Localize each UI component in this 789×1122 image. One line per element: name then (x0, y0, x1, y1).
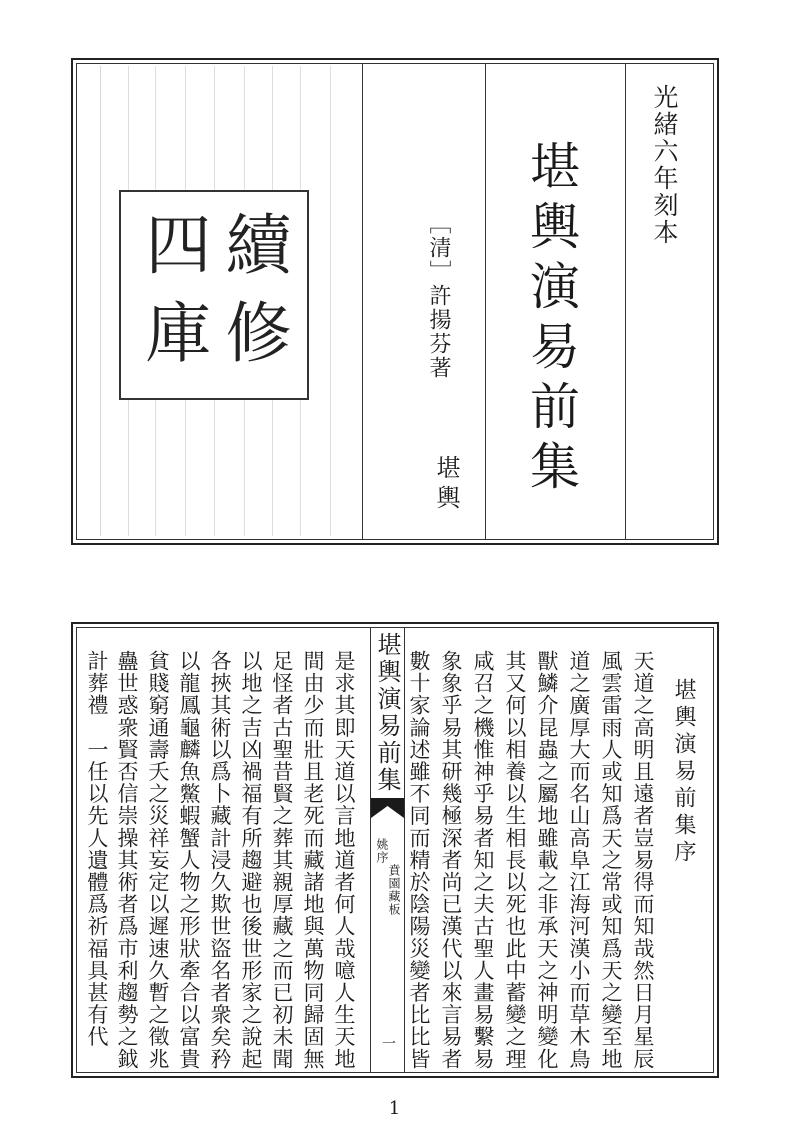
title-divider (362, 63, 363, 540)
seal-text-left: 四庫 (134, 210, 211, 386)
preface-line: 其又何以相養以生相長以死也此中蓄變之理 (503, 650, 527, 1070)
edition-note: 光緒六年刻本 (650, 84, 679, 246)
preface-line: 蠱世惑衆賢否信崇操其術者爲市利趨勢之鉞 (115, 650, 139, 1070)
title-divider (485, 63, 486, 540)
leaf-number: 一 (380, 1036, 396, 1050)
preface-line: 風雲雷雨人或知爲天之常或知爲天之變至地 (599, 650, 623, 1070)
running-title: 堪輿演易前集 (373, 632, 401, 794)
preface-line: 天道之高明且遠者豈易得而知哉然日月星辰 (631, 650, 655, 1070)
banxin-right-rule (404, 627, 405, 1073)
preface-heading: 堪輿演易前集序 (671, 678, 696, 867)
preface-line: 是求其即天道以言地道者何人哉噫人生天地 (332, 650, 356, 1070)
preface-line: 間由少而壯且老死而藏諸地與萬物同歸固無 (301, 650, 325, 1070)
category-label: 堪輿 (432, 455, 460, 515)
book-title: 堪輿演易前集 (522, 140, 580, 500)
preface-line: 以地之吉凶禍福有所趨避也後世形家之說起 (239, 650, 263, 1070)
bleed-through-rule (330, 66, 331, 536)
seal-box (119, 190, 309, 400)
preface-line: 各挾其術以爲卜藏計浸久欺世盜名者衆矣矜 (208, 650, 232, 1070)
preface-line: 象象乎易其研幾極深者尚已漢代以來言易者 (439, 650, 463, 1070)
fold-publisher-label: 賁園藏板 (387, 864, 401, 916)
fish-tail-mark (371, 798, 404, 818)
preface-line: 以龍鳳龜麟魚鱉蝦蟹人物之形狀牽合以富貴 (177, 650, 201, 1070)
banxin-left-rule (370, 627, 371, 1073)
preface-line: 道之廣厚大而名山高阜江海河漢小而草木鳥 (567, 650, 591, 1070)
preface-line: 足怪者古聖昔賢之葬其親厚藏之而已初未聞 (270, 650, 294, 1070)
bleed-through-rule (100, 66, 101, 536)
title-divider (625, 63, 626, 540)
preface-line: 獸鱗介昆蟲之屬地雖載之非承天之神明變化 (535, 650, 559, 1070)
seal-text-right: 續修 (214, 210, 291, 386)
preface-line: 計葬禮 一任以先人遺體爲祈福具甚有代 (85, 650, 109, 1048)
preface-line: 數十家論述雖不同而精於陰陽災變者比比皆 (407, 650, 431, 1070)
preface-line: 貧賤窮通壽夭之災祥妄定以遲速久暫之徵兆 (146, 650, 170, 1070)
preface-line: 咸召之機惟神乎易者知之夫古聖人畫易繫易 (471, 650, 495, 1070)
author-credit: ［清］許揚芬著 (426, 212, 451, 380)
fold-section-label: 姚序 (375, 838, 389, 864)
page-number: 1 (388, 1098, 401, 1119)
